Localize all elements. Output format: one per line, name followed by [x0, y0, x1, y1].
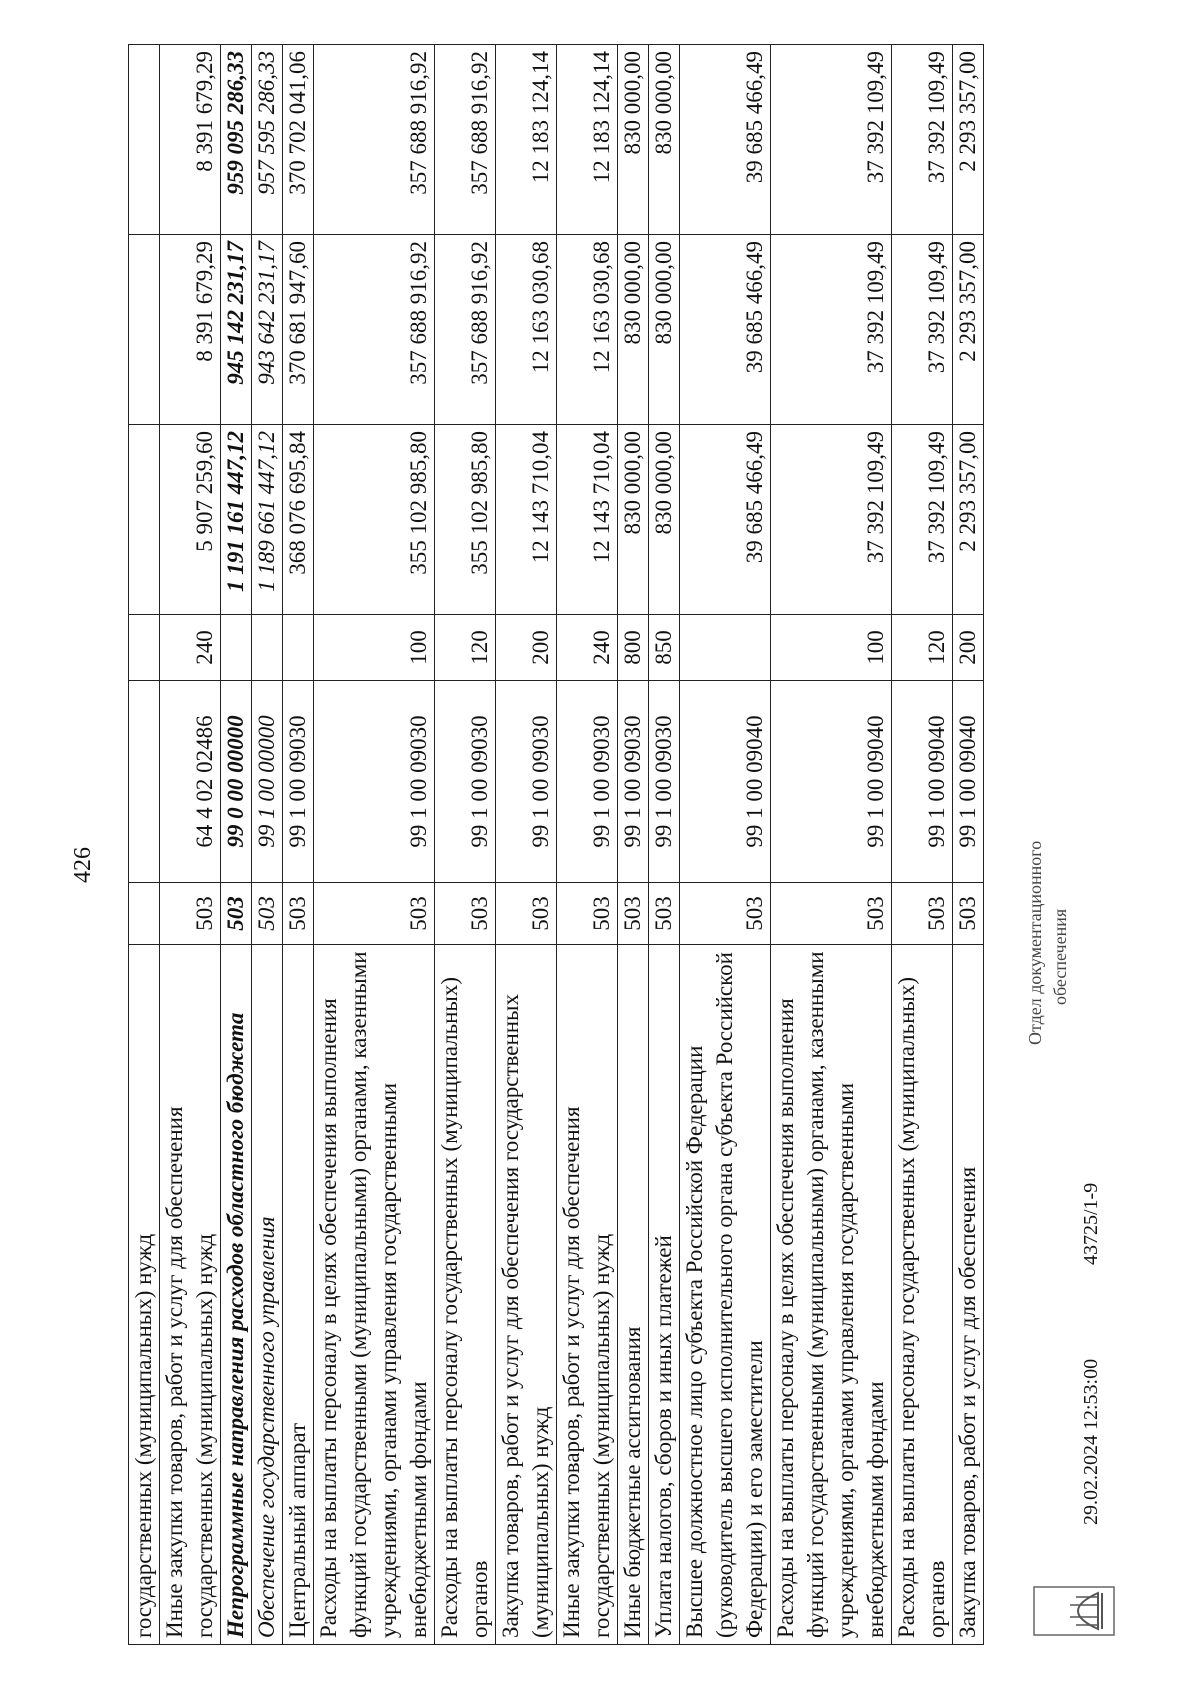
row-sum-3: 957 595 286,33 — [252, 45, 283, 235]
row-section-code — [129, 883, 160, 945]
row-target-article: 99 1 00 09040 — [680, 681, 771, 883]
table-row — [496, 45, 557, 1645]
table-row — [618, 45, 649, 1645]
row-sum-1 — [129, 425, 160, 615]
table-row — [649, 45, 680, 1645]
row-sum-3: 12 183 124,14 — [496, 45, 557, 235]
row-section-code: 503 — [892, 883, 953, 945]
row-target-article — [129, 681, 160, 883]
row-name: Расходы на выплаты персоналу государственных (муниципальных) органов — [435, 945, 496, 1645]
row-expense-type — [252, 615, 283, 681]
row-name: Непрограммные направления расходов областного бюджета — [221, 945, 252, 1645]
row-sum-1: 12 143 710,04 — [557, 425, 618, 615]
row-section-code: 503 — [314, 883, 435, 945]
row-sum-1: 355 102 985,80 — [435, 425, 496, 615]
table-row — [129, 45, 160, 1645]
row-section-code: 503 — [160, 883, 221, 945]
table-row — [252, 45, 283, 1645]
page-number: 426 — [70, 847, 96, 883]
table-row — [160, 45, 221, 1645]
row-target-article: 99 1 00 09030 — [557, 681, 618, 883]
row-name: государственных (муниципальных) нужд — [129, 945, 160, 1645]
row-name: Иные бюджетные ассигнования — [618, 945, 649, 1645]
table-row — [892, 45, 953, 1645]
row-sum-1: 39 685 466,49 — [680, 425, 771, 615]
row-section-code: 503 — [618, 883, 649, 945]
row-sum-1: 37 392 109,49 — [771, 425, 892, 615]
row-sum-3: 959 095 286,33 — [221, 45, 252, 235]
table-row — [435, 45, 496, 1645]
row-name: Иные закупки товаров, работ и услуг для обеспечения государственных (муниципальных) нужд — [160, 945, 221, 1645]
row-expense-type: 100 — [314, 615, 435, 681]
table-row — [314, 45, 435, 1645]
row-name: Центральный аппарат — [283, 945, 314, 1645]
row-sum-3: 8 391 679,29 — [160, 45, 221, 235]
row-target-article: 99 1 00 09030 — [618, 681, 649, 883]
row-section-code: 503 — [221, 883, 252, 945]
row-name: Обеспечение государственного управления — [252, 945, 283, 1645]
row-expense-type — [680, 615, 771, 681]
row-expense-type: 100 — [771, 615, 892, 681]
row-sum-1: 830 000,00 — [649, 425, 680, 615]
row-sum-1: 12 143 710,04 — [496, 425, 557, 615]
table-row — [953, 45, 984, 1645]
table-row — [771, 45, 892, 1645]
row-expense-type — [283, 615, 314, 681]
row-name: Уплата налогов, сборов и иных платежей — [649, 945, 680, 1645]
duma-emblem-icon — [1028, 1579, 1120, 1643]
row-sum-3: 370 702 041,06 — [283, 45, 314, 235]
row-expense-type: 120 — [435, 615, 496, 681]
row-name: Расходы на выплаты персоналу в целях обеспечения выполнения функций государственными (муниципальными) органами, казенными учреждениями, органами управления государственными внебюджетными фондами — [771, 945, 892, 1645]
row-target-article: 99 0 00 00000 — [221, 681, 252, 883]
row-expense-type — [221, 615, 252, 681]
row-name: Закупка товаров, работ и услуг для обеспечения — [953, 945, 984, 1645]
row-expense-type: 850 — [649, 615, 680, 681]
row-sum-2: 830 000,00 — [649, 235, 680, 425]
row-target-article: 99 1 00 09030 — [435, 681, 496, 883]
row-sum-3 — [129, 45, 160, 235]
row-target-article: 99 1 00 09030 — [649, 681, 680, 883]
row-expense-type: 120 — [892, 615, 953, 681]
row-section-code: 503 — [649, 883, 680, 945]
row-target-article: 99 1 00 09040 — [771, 681, 892, 883]
stamp-line-1: Отдел документационного — [1025, 840, 1045, 1045]
budget-table — [128, 44, 984, 1645]
row-expense-type: 200 — [953, 615, 984, 681]
row-sum-3: 830 000,00 — [649, 45, 680, 235]
row-target-article: 99 1 00 09030 — [283, 681, 314, 883]
row-section-code: 503 — [680, 883, 771, 945]
row-expense-type: 240 — [160, 615, 221, 681]
row-sum-1: 1 189 661 447,12 — [252, 425, 283, 615]
row-section-code: 503 — [252, 883, 283, 945]
row-expense-type — [129, 615, 160, 681]
row-sum-2: 39 685 466,49 — [680, 235, 771, 425]
row-target-article: 99 1 00 09030 — [496, 681, 557, 883]
row-sum-2: 370 681 947,60 — [283, 235, 314, 425]
row-section-code: 503 — [435, 883, 496, 945]
row-name: Расходы на выплаты персоналу в целях обеспечения выполнения функций государственными (муниципальными) органами, казенными учреждениями, органами управления государственными внебюджетными фондами — [314, 945, 435, 1645]
table-row — [221, 45, 252, 1645]
row-sum-2 — [129, 235, 160, 425]
row-sum-2: 12 163 030,68 — [557, 235, 618, 425]
row-expense-type: 200 — [496, 615, 557, 681]
row-sum-3: 357 688 916,92 — [435, 45, 496, 235]
row-sum-1: 1 191 161 447,12 — [221, 425, 252, 615]
row-section-code: 503 — [557, 883, 618, 945]
row-section-code: 503 — [283, 883, 314, 945]
row-target-article: 99 1 00 09030 — [314, 681, 435, 883]
row-sum-2: 12 163 030,68 — [496, 235, 557, 425]
table-row — [283, 45, 314, 1645]
row-sum-2: 2 293 357,00 — [953, 235, 984, 425]
row-name: Высшее должностное лицо субъекта Российской Федерации (руководитель высшего исполнительного органа субъекта Российской Федерации) и его заместители — [680, 945, 771, 1645]
row-section-code: 503 — [953, 883, 984, 945]
row-name: Иные закупки товаров, работ и услуг для обеспечения государственных (муниципальных) нужд — [557, 945, 618, 1645]
row-sum-1: 355 102 985,80 — [314, 425, 435, 615]
row-target-article: 99 1 00 09040 — [953, 681, 984, 883]
row-sum-3: 39 685 466,49 — [680, 45, 771, 235]
row-target-article: 99 1 00 00000 — [252, 681, 283, 883]
row-sum-2: 37 392 109,49 — [892, 235, 953, 425]
row-name: Расходы на выплаты персоналу государственных (муниципальных) органов — [892, 945, 953, 1645]
row-expense-type: 800 — [618, 615, 649, 681]
row-sum-1: 37 392 109,49 — [892, 425, 953, 615]
row-name: Закупка товаров, работ и услуг для обеспечения государственных (муниципальных) нужд — [496, 945, 557, 1645]
row-section-code: 503 — [771, 883, 892, 945]
row-sum-3: 830 000,00 — [618, 45, 649, 235]
row-sum-1: 368 076 695,84 — [283, 425, 314, 615]
row-sum-1: 2 293 357,00 — [953, 425, 984, 615]
row-sum-3: 2 293 357,00 — [953, 45, 984, 235]
row-sum-2: 357 688 916,92 — [435, 235, 496, 425]
row-sum-2: 830 000,00 — [618, 235, 649, 425]
row-sum-2: 8 391 679,29 — [160, 235, 221, 425]
row-sum-1: 5 907 259,60 — [160, 425, 221, 615]
table-row — [557, 45, 618, 1645]
table-row — [680, 45, 771, 1645]
row-sum-3: 12 183 124,14 — [557, 45, 618, 235]
row-sum-2: 37 392 109,49 — [771, 235, 892, 425]
row-sum-2: 357 688 916,92 — [314, 235, 435, 425]
row-target-article: 99 1 00 09040 — [892, 681, 953, 883]
stamp-line-2: обеспечения — [1050, 908, 1070, 1005]
footer-doc-number: 43725/1-9 — [1080, 1182, 1102, 1265]
row-section-code: 503 — [496, 883, 557, 945]
row-target-article: 64 4 02 02486 — [160, 681, 221, 883]
row-sum-3: 357 688 916,92 — [314, 45, 435, 235]
rotated-page — [70, 45, 1130, 1645]
footer-datetime: 29.02.2024 12:53:00 — [1080, 1358, 1102, 1525]
row-sum-2: 943 642 231,17 — [252, 235, 283, 425]
row-sum-3: 37 392 109,49 — [771, 45, 892, 235]
row-sum-1: 830 000,00 — [618, 425, 649, 615]
row-sum-2: 945 142 231,17 — [221, 235, 252, 425]
row-sum-3: 37 392 109,49 — [892, 45, 953, 235]
row-expense-type: 240 — [557, 615, 618, 681]
